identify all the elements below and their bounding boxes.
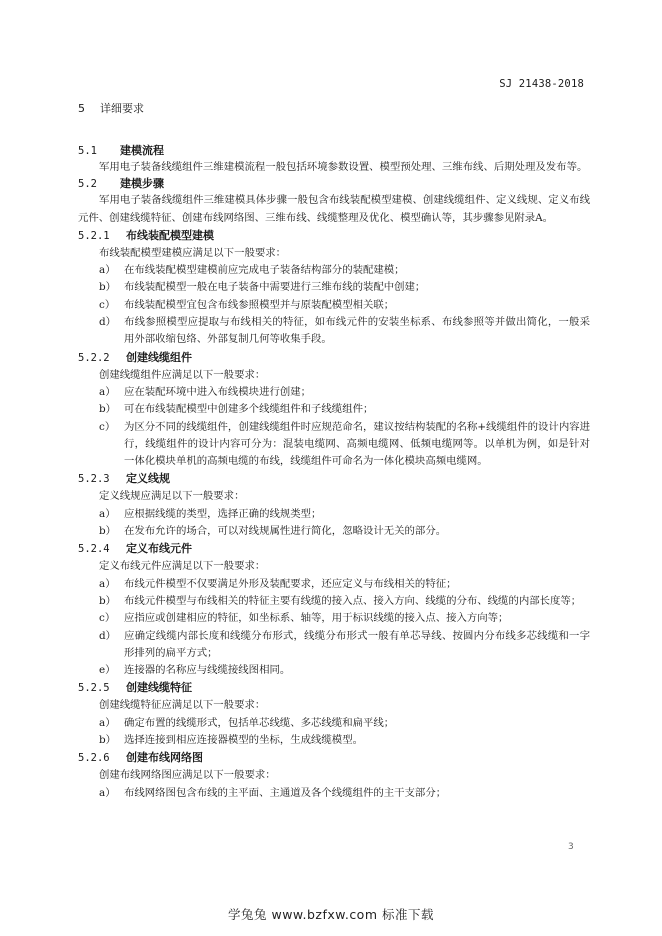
heading-5-2-1: 5.2.1 布线装配模型建模 xyxy=(78,228,214,242)
document-body xyxy=(78,100,590,802)
page-number: 3 xyxy=(568,842,574,852)
footer-watermark: 学兔兔 www.bzfxw.com 标准下载 xyxy=(228,907,434,922)
list-item: c） 应指应或创建相应的特征，如坐标系、轴等，用于标识线缆的接入点、接入方向等； xyxy=(99,612,509,625)
intro-5-2-4: 定义布线元件应满足以下一般要求： xyxy=(99,560,266,573)
section-number: 5 xyxy=(78,102,85,115)
list-item: d） 应确定线缆内部长度和线缆分布形式，线缆分布形式一般有单芯导线、按圆内分布线多芯线缆和一字形排列的扁平方式； xyxy=(99,629,590,659)
list-item: b） 在发布允许的场合，可以对线规属性进行简化，忽略设计无关的部分。 xyxy=(99,525,447,538)
intro-5-2-3: 定义线规应满足以下一般要求： xyxy=(99,490,245,503)
list-item: b） 可在布线装配模型中创建多个线缆组件和子线缆组件； xyxy=(99,403,374,416)
intro-5-2-6: 创建布线网络图应满足以下一般要求： xyxy=(99,769,276,782)
heading-5-2-6: 5.2.6 创建布线网络图 xyxy=(78,751,203,765)
heading-5-2-5: 5.2.5 创建线缆特征 xyxy=(78,681,192,695)
heading-5-2: 5.2 建模步骤 xyxy=(78,177,164,191)
list-item: b） 布线元件模型与布线相关的特征主要有线缆的接入点、接入方向、线缆的分布、线缆的内部长度等； xyxy=(99,594,582,607)
list-item: a） 布线元件模型不仅要满足外形及装配要求，还应定义与布线相关的特征； xyxy=(99,577,457,590)
list-item: a） 应在装配环境中进入布线模块进行创建； xyxy=(99,385,312,398)
list-item: c） 布线装配模型宜包含布线参照模型并与原装配模型相关联； xyxy=(99,298,395,311)
list-item: e） 连接器的名称应与线缆接线图相同。 xyxy=(99,664,291,677)
list-item: a） 布线网络图包含布线的主平面、主通道及各个线缆组件的主干支部分； xyxy=(99,786,447,799)
heading-5-2-3: 5.2.3 定义线规 xyxy=(78,472,170,486)
heading-5-1: 5.1 建模流程 xyxy=(78,144,164,157)
intro-5-2-5: 创建线缆特征应满足以下一般要求： xyxy=(99,699,266,712)
list-item: d） 布线参照模型应提取与布线相关的特征，如布线元件的安装坐标系、布线参照等并做出简化，一般采用外部收缩包络、外部复制几何等收集手段。 xyxy=(99,316,590,346)
list-item: b） 选择连接到相应连接器模型的坐标，生成线缆模型。 xyxy=(99,734,363,747)
section-title: 详细要求 xyxy=(100,102,144,115)
section-5-heading xyxy=(78,100,590,116)
list-item: c） 为区分不同的线缆组件，创建线缆组件时应规范命名，建议按结构装配的名称+线缆组件的设计内容进行，线缆组件的设计内容可分为：混装电缆网、高频电缆网、低频电缆网等。以单机为例，如是针对一体化模块单机的高频电缆的布线，线缆组件可命名为一体化模块高频电缆网。 xyxy=(99,420,590,468)
list-item: b） 布线装配模型一般在电子装备中需要进行三维布线的装配中创建； xyxy=(99,281,426,294)
list-item: a） 应根据线缆的类型，选择正确的线规类型； xyxy=(99,507,322,520)
list-item: a） 确定布置的线缆形式，包括单芯线缆、多芯线缆和扁平线； xyxy=(99,716,395,729)
heading-5-2-2: 5.2.2 创建线缆组件 xyxy=(78,350,192,364)
intro-5-2-2: 创建线缆组件应满足以下一般要求： xyxy=(99,368,266,381)
heading-5-2-4: 5.2.4 定义布线元件 xyxy=(78,542,192,556)
paragraph-5-2: 军用电子装备线缆组件三维建模具体步骤一般包含布线装配模型建模、创建线缆组件、定义线规、定义布线元件、创建线缆特征、创建布线网络图、三维布线、线缆整理及优化、模型确认等，其步骤参见附录A。 xyxy=(78,194,590,224)
list-item: a） 在布线装配模型建模前应完成电子装备结构部分的装配建模； xyxy=(99,264,405,277)
paragraph-5-1: 军用电子装备线缆组件三维建模流程一般包括环境参数设置、模型预处理、三维布线、后期处理及发布等。 xyxy=(99,161,588,173)
intro-5-2-1: 布线装配模型建模应满足以下一般要求： xyxy=(99,246,287,259)
standard-number: SJ 21438-2018 xyxy=(499,78,584,90)
